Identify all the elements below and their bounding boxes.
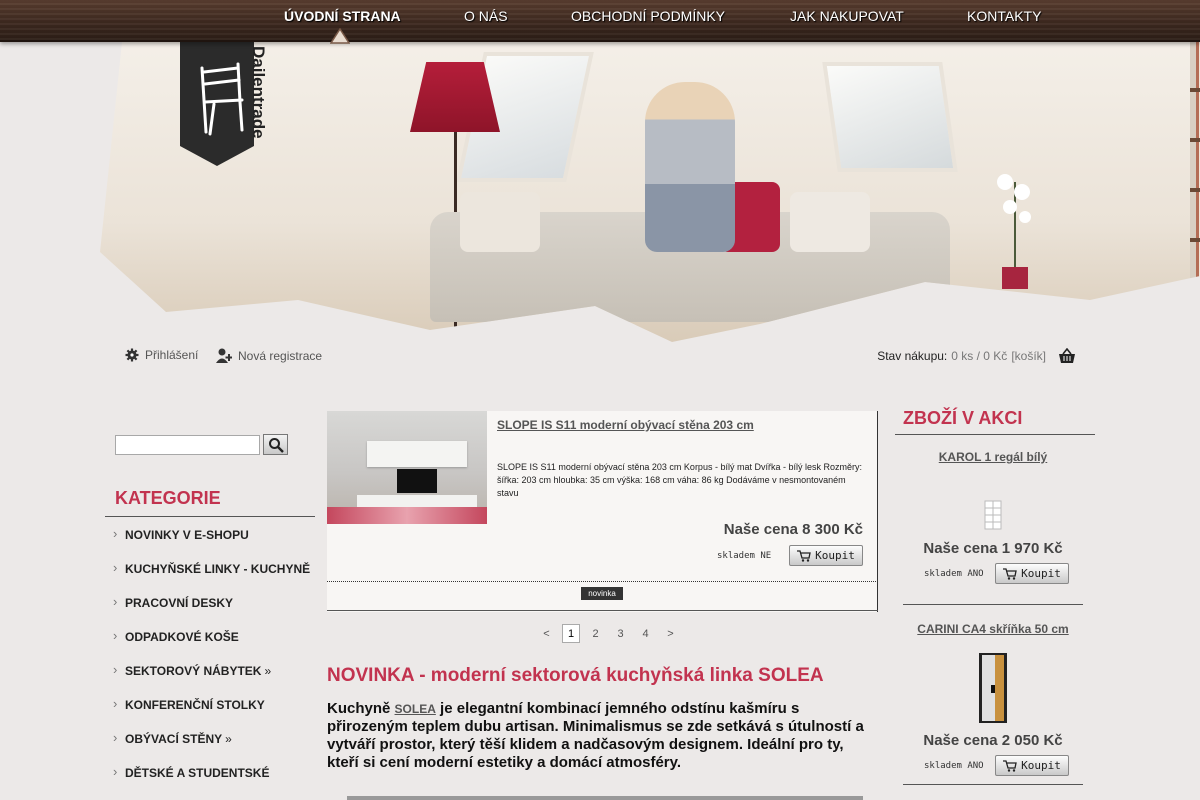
pagination-next[interactable]: > <box>667 627 674 640</box>
category-label: › PRACOVNÍ DESKY <box>125 596 234 610</box>
new-badge: novinka <box>581 587 623 600</box>
nav-item-about[interactable]: O NÁS <box>464 8 508 24</box>
divider <box>903 784 1083 785</box>
expand-indicator: » <box>264 664 272 678</box>
divider <box>327 610 878 611</box>
product-price: Naše cena 8 300 Kč <box>723 521 863 538</box>
nav-item-how-to-buy[interactable]: JAK NAKUPOVAT <box>790 8 904 24</box>
promo-item-price: Naše cena 2 050 Kč <box>923 732 1063 749</box>
buy-label: Koupit <box>815 549 855 562</box>
pagination <box>534 624 683 643</box>
cart-link[interactable]: [košík] <box>1011 349 1046 363</box>
categories-title: KATEGORIE <box>115 488 221 508</box>
article-text <box>327 700 872 772</box>
orchid-plant <box>990 162 1040 292</box>
search-button[interactable] <box>263 434 288 455</box>
promo-item-title[interactable]: CARINI CA4 skříňka 50 cm <box>917 622 1069 636</box>
category-label: › KONFERENČNÍ STOLKY <box>125 698 265 712</box>
nav-item-contacts[interactable]: KONTAKTY <box>967 8 1042 24</box>
category-item-kids-rooms[interactable] <box>105 756 315 790</box>
category-item-sector-furniture[interactable] <box>105 654 315 688</box>
category-item-coffee-tables[interactable] <box>105 688 315 722</box>
login-label: Přihlášení <box>145 348 199 362</box>
article-title: NOVINKA - moderní sektorová kuchyňská linka SOLEA <box>327 665 824 686</box>
hero-window <box>822 62 957 172</box>
category-label: › SEKTOROVÝ NÁBYTEK <box>125 664 262 678</box>
promo-product-image[interactable] <box>977 651 1009 725</box>
cart-icon <box>797 550 811 562</box>
product-card <box>327 411 878 612</box>
article-text-part: je elegantní kombinací jemného odstínu kašmíru s přirozeným teplem dubu artisan. Minimalismus se zde setkává s útulností a vytváří prostor, který těší klidem a nadčasovým designem. Ideální pro ty, kteří si cení moderní estetiky a domácí atmosféry. <box>327 700 864 771</box>
category-label: › KUCHYŇSKÉ LINKY - KUCHYNĚ <box>125 562 311 576</box>
product-description: SLOPE IS S11 moderní obývací stěna 203 cm Korpus - bílý mat Dvířka - bílý lesk Rozměry: šířka: 203 cm hloubka: 35 cm výška: 168 cm váha: 86 kg Dodáváme v nesmontovaném stavu <box>497 462 862 498</box>
cart-label: Stav nákupu: <box>877 349 948 363</box>
stock-status: skladem ANO <box>924 761 984 771</box>
divider <box>105 516 315 517</box>
category-item-waste-bins[interactable] <box>105 620 315 654</box>
promo-title: ZBOŽÍ V AKCI <box>903 408 1023 428</box>
top-navigation <box>0 0 1200 42</box>
buy-label: Koupit <box>1021 567 1061 580</box>
brand-name: Dailentrade <box>249 46 268 139</box>
pagination-page[interactable]: 3 <box>617 627 624 640</box>
chair-icon[interactable] <box>180 42 254 166</box>
gear-icon <box>125 348 139 362</box>
nav-item-terms[interactable]: OBCHODNÍ PODMÍNKY <box>571 8 726 24</box>
stock-status: skladem NE <box>717 551 772 561</box>
register-link[interactable] <box>216 348 322 363</box>
pagination-page[interactable]: 2 <box>592 627 599 640</box>
cart-status <box>877 348 1076 364</box>
register-label: Nová registrace <box>238 348 323 363</box>
cart-value: 0 ks / 0 Kč <box>951 349 1008 363</box>
bookshelf <box>1190 42 1200 342</box>
buy-button[interactable] <box>995 563 1069 584</box>
user-add-icon <box>216 348 232 363</box>
category-label: › OBÝVACÍ STĚNY <box>125 732 223 746</box>
active-nav-pointer-icon <box>330 28 350 44</box>
magnifier-icon <box>268 437 284 453</box>
promo-product-image[interactable] <box>983 500 1003 530</box>
login-link[interactable] <box>125 348 198 362</box>
article-text-part: Kuchyně <box>327 700 391 717</box>
buy-button[interactable] <box>789 545 863 566</box>
category-list <box>105 518 315 790</box>
category-item-wall-units[interactable] <box>105 722 315 756</box>
basket-icon[interactable] <box>1058 348 1076 364</box>
nav-item-home[interactable]: ÚVODNÍ STRANA <box>284 8 401 24</box>
article-link[interactable]: SOLEA <box>394 702 436 716</box>
category-item-worktops[interactable] <box>105 586 315 620</box>
divider <box>895 434 1095 435</box>
search-input[interactable] <box>115 435 260 455</box>
category-label: › DĚTSKÉ A STUDENTSKÉ <box>125 766 270 780</box>
product-image[interactable] <box>327 411 487 524</box>
buy-label: Koupit <box>1021 759 1061 772</box>
expand-indicator: » <box>225 732 232 746</box>
cart-icon <box>1003 760 1017 772</box>
category-label: › NOVINKY V E-SHOPU <box>125 528 249 542</box>
pillow <box>790 192 870 252</box>
category-item-news[interactable] <box>105 518 315 552</box>
cart-icon <box>1003 568 1017 580</box>
pagination-prev[interactable]: < <box>543 627 550 640</box>
user-bar <box>0 348 1200 370</box>
category-item-kitchens[interactable] <box>105 552 315 586</box>
product-title-link[interactable]: SLOPE IS S11 moderní obývací stěna 203 cm <box>497 418 754 432</box>
pillow <box>460 192 540 252</box>
buy-button[interactable] <box>995 755 1069 776</box>
divider <box>903 604 1083 605</box>
divider <box>327 581 878 582</box>
promo-item-title[interactable]: KAROL 1 regál bílý <box>938 450 1048 464</box>
pagination-page[interactable]: 4 <box>642 627 649 640</box>
pagination-page[interactable]: 1 <box>562 624 580 643</box>
promo-item-price: Naše cena 1 970 Kč <box>923 540 1063 557</box>
article-image <box>347 796 863 800</box>
category-label: › ODPADKOVÉ KOŠE <box>125 630 239 644</box>
hero-person <box>645 82 735 252</box>
stock-status: skladem ANO <box>924 569 984 579</box>
